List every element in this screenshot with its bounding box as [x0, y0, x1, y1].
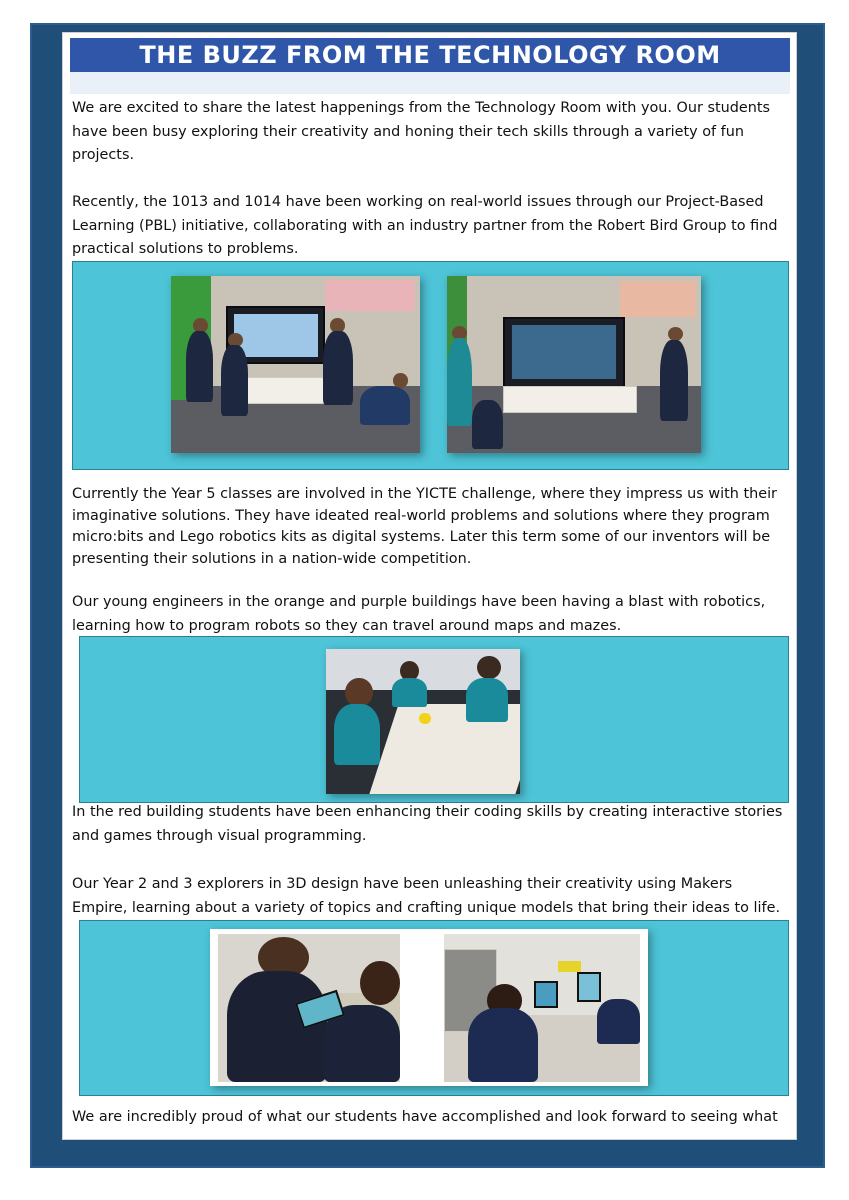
- closing-paragraph: We are incredibly proud of what our students have accomplished and look forward to seeing what: [72, 1109, 778, 1125]
- coding-paragraph: In the red building students have been enhancing their coding skills by creating interactive stories and games through visual programming.: [72, 804, 783, 844]
- pbl-paragraph: Recently, the 1013 and 1014 have been working on real-world issues through our Project-Based Learning (PBL) initiative, collaborating with an industry partner from the Robert Bird Group to find practical solutions to problems.: [72, 194, 778, 257]
- intro-paragraph: We are excited to share the latest happenings from the Technology Room with you. Our students have been busy exploring their creativity and honing their tech skills through a variety of fun projects.: [72, 100, 770, 163]
- robotics-paragraph: Our young engineers in the orange and purple buildings have been having a blast with robotics, learning how to program robots so they can travel around maps and mazes.: [72, 594, 766, 634]
- title-underbar: [70, 72, 790, 94]
- pbl-photo-panel: [72, 261, 789, 470]
- pbl-classroom-photo-right: [447, 276, 701, 453]
- design-photo-card: [210, 929, 648, 1086]
- design-paragraph: Our Year 2 and 3 explorers in 3D design have been unleashing their creativity using Makers Empire, learning about a variety of topics and crafting unique models that bring their ideas to life.: [72, 876, 781, 916]
- robotics-classroom-photo: [326, 649, 520, 794]
- newsletter-page: [62, 32, 797, 1140]
- design-photo-panel: [79, 920, 789, 1096]
- design-tablet-photo-left: [218, 934, 400, 1082]
- page-title: THE BUZZ FROM THE TECHNOLOGY ROOM: [70, 38, 790, 72]
- design-tablet-photo-right: [444, 934, 640, 1082]
- robotics-photo-panel: [79, 636, 789, 803]
- pbl-classroom-photo-left: [171, 276, 420, 453]
- yicte-paragraph: Currently the Year 5 classes are involved in the YICTE challenge, where they impress us with their imaginative solutions. They have ideated real-world problems and solutions where they program micro:bits and Lego robotics kits as digital systems. Later this term some of our inventors will be presenting their solutions in a nation-wide competition.: [72, 486, 777, 567]
